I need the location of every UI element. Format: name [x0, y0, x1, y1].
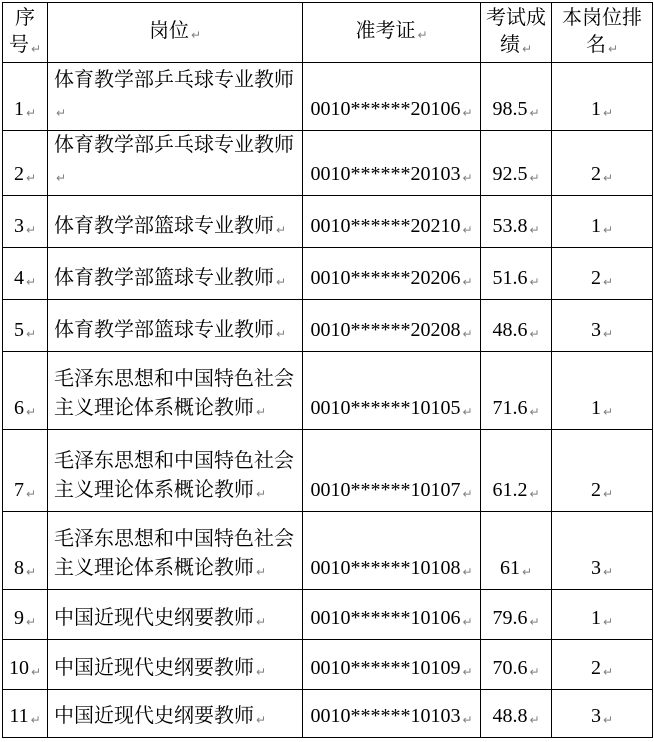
position-text: 毛泽东思想和中国特色社会主义理论体系概论教师 — [54, 528, 294, 579]
table-row — [3, 63, 653, 131]
row-index: 10 — [8, 657, 29, 679]
score-value: 61 — [499, 557, 520, 579]
position-text: 中国近现代史纲要教师 — [54, 657, 254, 679]
cell-score — [481, 512, 552, 590]
paragraph-mark: ↵ — [602, 275, 614, 289]
cell-rank — [552, 690, 653, 738]
rank-value: 1 — [590, 98, 601, 120]
cell-ticket — [303, 590, 481, 640]
paragraph-mark: ↵ — [529, 665, 540, 679]
paragraph-mark: ↵ — [602, 565, 614, 579]
column-header-ticket — [303, 3, 481, 63]
score-value: 53.8 — [492, 215, 528, 237]
paragraph-mark: ↵ — [462, 327, 473, 341]
row-index: 6 — [13, 397, 24, 419]
cell-score — [481, 640, 552, 690]
cell-rank — [552, 512, 653, 590]
score-value: 51.6 — [492, 267, 528, 289]
paragraph-mark: ↵ — [529, 405, 540, 419]
cell-index — [3, 512, 48, 590]
cell-index — [3, 248, 48, 300]
table-row — [3, 640, 653, 690]
cell-score — [481, 131, 552, 196]
paragraph-mark: ↵ — [602, 223, 614, 237]
ticket-number: 0010******10103 — [310, 705, 461, 727]
cell-score — [481, 300, 552, 352]
cell-position — [48, 63, 303, 131]
rank-value: 3 — [590, 319, 601, 341]
ticket-number: 0010******10108 — [310, 557, 461, 579]
paragraph-mark: ↵ — [56, 171, 67, 185]
cell-position — [48, 690, 303, 738]
exam-score-table — [2, 2, 653, 738]
paragraph-mark: ↵ — [529, 615, 540, 629]
paragraph-mark: ↵ — [256, 405, 267, 419]
paragraph-mark: ↵ — [417, 28, 428, 42]
cell-index — [3, 131, 48, 196]
position-text: 体育教学部篮球专业教师 — [54, 215, 274, 237]
cell-position — [48, 300, 303, 352]
score-value: 48.8 — [492, 705, 528, 727]
position-text: 毛泽东思想和中国特色社会主义理论体系概论教师 — [54, 450, 294, 501]
paragraph-mark: ↵ — [602, 615, 614, 629]
paragraph-mark: ↵ — [602, 665, 614, 679]
paragraph-mark: ↵ — [462, 615, 473, 629]
row-index: 8 — [13, 557, 24, 579]
paragraph-mark: ↵ — [276, 327, 287, 341]
table-row — [3, 512, 653, 590]
cell-rank — [552, 131, 653, 196]
cell-rank — [552, 300, 653, 352]
score-value: 98.5 — [492, 98, 528, 120]
rank-value: 3 — [590, 557, 601, 579]
cell-score — [481, 430, 552, 512]
position-text: 中国近现代史纲要教师 — [54, 607, 254, 629]
paragraph-mark: ↵ — [607, 41, 619, 56]
rank-value: 1 — [590, 607, 601, 629]
paragraph-mark: ↵ — [25, 327, 37, 341]
ticket-number: 0010******20206 — [310, 267, 461, 289]
rank-value: 3 — [590, 705, 601, 727]
column-header-score-label: 考试成绩 — [486, 6, 546, 56]
row-index: 3 — [13, 215, 24, 237]
cell-position — [48, 512, 303, 590]
column-header-index-label: 序号 — [8, 6, 35, 56]
row-index: 11 — [9, 705, 29, 727]
paragraph-mark: ↵ — [276, 223, 287, 237]
position-text: 体育教学部篮球专业教师 — [54, 319, 274, 341]
table-row — [3, 300, 653, 352]
table-row — [3, 690, 653, 738]
score-value: 48.6 — [492, 319, 528, 341]
cell-score — [481, 352, 552, 430]
cell-ticket — [303, 690, 481, 738]
paragraph-mark: ↵ — [462, 275, 473, 289]
paragraph-mark: ↵ — [462, 405, 473, 419]
ticket-number: 0010******10106 — [310, 607, 461, 629]
paragraph-mark: ↵ — [529, 275, 540, 289]
paragraph-mark: ↵ — [602, 405, 614, 419]
ticket-number: 0010******10109 — [310, 657, 461, 679]
paragraph-mark: ↵ — [602, 171, 614, 185]
paragraph-mark: ↵ — [30, 41, 42, 56]
position-text: 体育教学部篮球专业教师 — [54, 267, 274, 289]
score-value: 79.6 — [492, 607, 528, 629]
cell-position — [48, 248, 303, 300]
paragraph-mark: ↵ — [602, 327, 614, 341]
score-value: 70.6 — [492, 657, 528, 679]
paragraph-mark: ↵ — [25, 275, 37, 289]
paragraph-mark: ↵ — [25, 405, 37, 419]
ticket-number: 0010******20106 — [310, 98, 461, 120]
paragraph-mark: ↵ — [521, 565, 533, 579]
cell-rank — [552, 590, 653, 640]
column-header-ticket-label: 准考证 — [355, 20, 416, 42]
paragraph-mark: ↵ — [256, 565, 267, 579]
score-value: 71.6 — [492, 397, 528, 419]
cell-rank — [552, 640, 653, 690]
cell-index — [3, 196, 48, 248]
column-header-position — [48, 3, 303, 63]
cell-ticket — [303, 512, 481, 590]
paragraph-mark: ↵ — [462, 487, 473, 501]
cell-score — [481, 248, 552, 300]
column-header-rank — [552, 3, 653, 63]
cell-ticket — [303, 63, 481, 131]
paragraph-mark: ↵ — [462, 106, 473, 120]
paragraph-mark: ↵ — [529, 171, 540, 185]
paragraph-mark: ↵ — [462, 565, 473, 579]
paragraph-mark: ↵ — [529, 487, 540, 501]
paragraph-mark: ↵ — [529, 106, 540, 120]
position-text: 体育教学部乒乓球专业教师 — [54, 134, 294, 156]
paragraph-mark: ↵ — [529, 327, 540, 341]
cell-rank — [552, 63, 653, 131]
cell-index — [3, 690, 48, 738]
cell-ticket — [303, 430, 481, 512]
table-row — [3, 430, 653, 512]
cell-rank — [552, 352, 653, 430]
paragraph-mark: ↵ — [276, 275, 287, 289]
cell-ticket — [303, 352, 481, 430]
header-row — [3, 3, 653, 63]
paragraph-mark: ↵ — [602, 487, 614, 501]
cell-index — [3, 352, 48, 430]
column-header-rank-label: 本岗位排名 — [562, 6, 642, 56]
paragraph-mark: ↵ — [25, 565, 37, 579]
cell-ticket — [303, 248, 481, 300]
row-index: 9 — [13, 607, 24, 629]
cell-index — [3, 300, 48, 352]
score-value: 61.2 — [492, 479, 528, 501]
position-text: 中国近现代史纲要教师 — [54, 705, 254, 727]
paragraph-mark: ↵ — [256, 487, 267, 501]
paragraph-mark: ↵ — [190, 28, 202, 42]
paragraph-mark: ↵ — [602, 713, 614, 727]
cell-index — [3, 640, 48, 690]
cell-index — [3, 590, 48, 640]
cell-rank — [552, 196, 653, 248]
paragraph-mark: ↵ — [25, 171, 37, 185]
paragraph-mark: ↵ — [256, 615, 267, 629]
cell-score — [481, 196, 552, 248]
table-row — [3, 131, 653, 196]
cell-score — [481, 63, 552, 131]
paragraph-mark: ↵ — [56, 106, 67, 120]
paragraph-mark: ↵ — [25, 106, 37, 120]
cell-index — [3, 63, 48, 131]
cell-rank — [552, 248, 653, 300]
cell-ticket — [303, 196, 481, 248]
row-index: 5 — [13, 319, 24, 341]
rank-value: 2 — [590, 657, 601, 679]
paragraph-mark: ↵ — [602, 106, 614, 120]
paragraph-mark: ↵ — [256, 665, 267, 679]
paragraph-mark: ↵ — [30, 665, 42, 679]
row-index: 4 — [13, 267, 24, 289]
table-row — [3, 196, 653, 248]
cell-score — [481, 690, 552, 738]
column-header-index — [3, 3, 48, 63]
column-header-score — [481, 3, 552, 63]
cell-ticket — [303, 131, 481, 196]
cell-position — [48, 640, 303, 690]
rank-value: 2 — [590, 163, 601, 185]
rank-value: 2 — [590, 267, 601, 289]
row-index: 1 — [13, 98, 24, 120]
cell-rank — [552, 430, 653, 512]
table-row — [3, 590, 653, 640]
rank-value: 2 — [590, 479, 601, 501]
cell-ticket — [303, 300, 481, 352]
cell-position — [48, 590, 303, 640]
row-index: 2 — [13, 163, 24, 185]
position-text: 毛泽东思想和中国特色社会主义理论体系概论教师 — [54, 368, 294, 419]
paragraph-mark: ↵ — [462, 665, 473, 679]
cell-index — [3, 430, 48, 512]
row-index: 7 — [13, 479, 24, 501]
paragraph-mark: ↵ — [462, 713, 473, 727]
cell-position — [48, 196, 303, 248]
cell-position — [48, 352, 303, 430]
ticket-number: 0010******20208 — [310, 319, 461, 341]
score-value: 92.5 — [492, 163, 528, 185]
rank-value: 1 — [590, 215, 601, 237]
cell-position — [48, 430, 303, 512]
ticket-number: 0010******20103 — [310, 163, 461, 185]
table-row — [3, 248, 653, 300]
paragraph-mark: ↵ — [256, 713, 267, 727]
paragraph-mark: ↵ — [529, 713, 540, 727]
paragraph-mark: ↵ — [529, 223, 540, 237]
paragraph-mark: ↵ — [25, 223, 37, 237]
cell-ticket — [303, 640, 481, 690]
column-header-position-label: 岗位 — [148, 20, 189, 42]
paragraph-mark: ↵ — [25, 615, 37, 629]
position-text: 体育教学部乒乓球专业教师 — [54, 69, 294, 91]
paragraph-mark: ↵ — [462, 171, 473, 185]
paragraph-mark: ↵ — [25, 487, 37, 501]
cell-position — [48, 131, 303, 196]
ticket-number: 0010******10105 — [310, 397, 461, 419]
cell-score — [481, 590, 552, 640]
paragraph-mark: ↵ — [30, 713, 41, 727]
ticket-number: 0010******20210 — [310, 215, 461, 237]
ticket-number: 0010******10107 — [310, 479, 461, 501]
table-row — [3, 352, 653, 430]
paragraph-mark: ↵ — [462, 223, 473, 237]
rank-value: 1 — [590, 397, 601, 419]
paragraph-mark: ↵ — [521, 41, 533, 56]
